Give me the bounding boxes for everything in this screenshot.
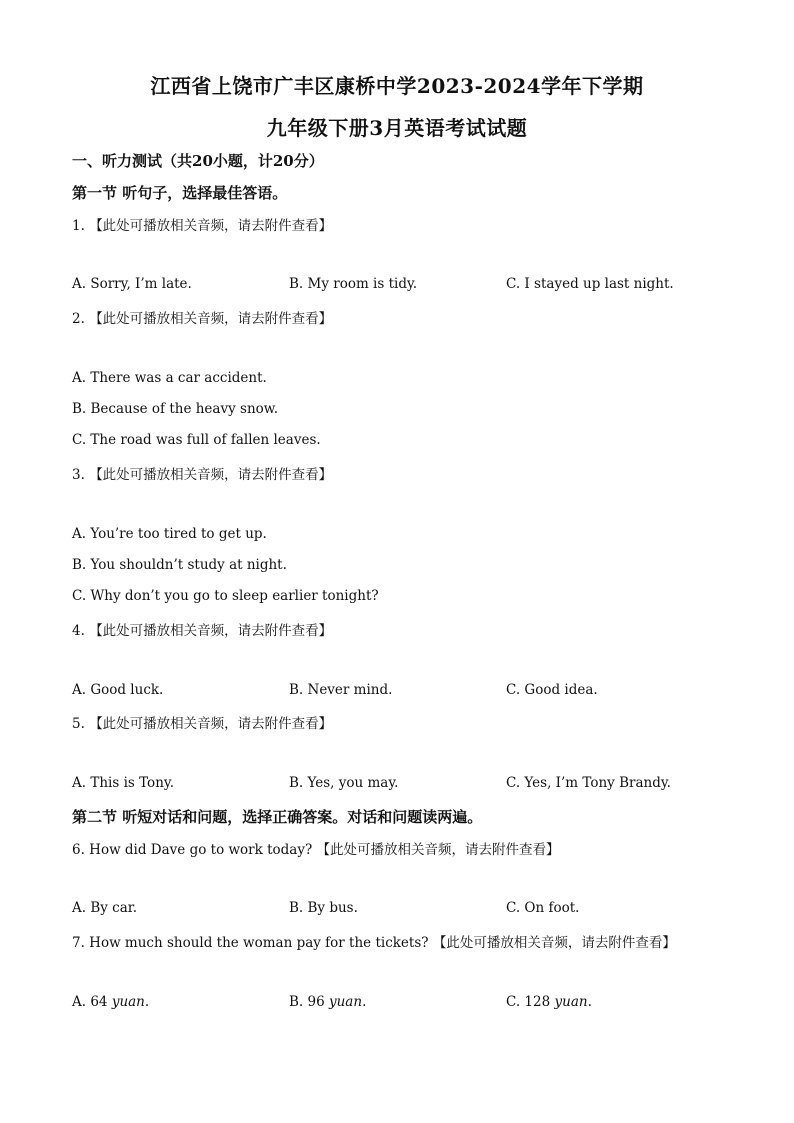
q5-option-b: B. Yes, you may.: [289, 775, 399, 791]
audio-note[interactable]: 【此处可播放相关音频，请去附件查看】: [89, 467, 333, 483]
audio-note[interactable]: 【此处可播放相关音频，请去附件查看】: [89, 218, 333, 234]
question-number: 5.: [72, 716, 85, 732]
audio-note[interactable]: 【此处可播放相关音频，请去附件查看】: [89, 623, 333, 639]
question-number: 4.: [72, 623, 85, 639]
q4-option-c: C. Good idea.: [506, 682, 598, 698]
question-7: [72, 931, 676, 951]
option-unit: yuan: [554, 994, 588, 1010]
option-unit: yuan: [111, 994, 145, 1010]
q4-option-a: A. Good luck.: [72, 682, 164, 698]
exam-title-line1: 江西省上饶市广丰区康桥中学2023-2024学年下学期: [150, 74, 644, 98]
question-number: 3.: [72, 467, 85, 483]
audio-note[interactable]: 【此处可播放相关音频，请去附件查看】: [89, 716, 333, 732]
question-4: [72, 619, 332, 639]
audio-note[interactable]: 【此处可播放相关音频，请去附件查看】: [89, 311, 333, 327]
q1-option-c: C. I stayed up last night.: [506, 276, 674, 292]
question-3: [72, 463, 332, 483]
q3-option-c: C. Why don’t you go to sleep earlier tonight?: [72, 588, 379, 604]
option-value: C. 128: [506, 994, 551, 1010]
option-suffix: .: [587, 994, 592, 1010]
question-5: [72, 712, 332, 732]
q2-option-a: A. There was a car accident.: [72, 370, 267, 386]
option-value: B. 96: [289, 994, 325, 1010]
question-2: [72, 307, 332, 327]
q1-option-a: A. Sorry, I’m late.: [72, 276, 192, 292]
question-number: 1.: [72, 218, 85, 234]
q1-option-b: B. My room is tidy.: [289, 276, 418, 292]
q7-option-a: [72, 994, 149, 1010]
q7-option-c: [506, 994, 592, 1010]
q5-option-c: C. Yes, I’m Tony Brandy.: [506, 775, 671, 791]
q6-option-b: B. By bus.: [289, 900, 358, 916]
q4-option-b: B. Never mind.: [289, 682, 393, 698]
audio-note[interactable]: 【此处可播放相关音频，请去附件查看】: [316, 842, 560, 858]
audio-note[interactable]: 【此处可播放相关音频，请去附件查看】: [432, 935, 676, 951]
exam-title-line2: 九年级下册3月英语考试试题: [266, 116, 528, 140]
q5-option-a: A. This is Tony.: [72, 775, 175, 791]
q2-option-c: C. The road was full of fallen leaves.: [72, 432, 321, 448]
q6-option-c: C. On foot.: [506, 900, 580, 916]
option-unit: yuan: [328, 994, 363, 1010]
part1-heading: 第一节 听句子，选择最佳答语。: [72, 184, 288, 202]
option-value: A. 64: [72, 994, 108, 1010]
question-6: [72, 838, 560, 858]
part2-heading: 第二节 听短对话和问题，选择正确答案。对话和问题读两遍。: [72, 808, 483, 826]
q3-option-b: B. You shouldn’t study at night.: [72, 557, 287, 573]
section1-heading: 一、听力测试（共20小题，计20分）: [72, 152, 324, 170]
question-number: 2.: [72, 311, 85, 327]
q2-option-b: B. Because of the heavy snow.: [72, 401, 279, 417]
q6-option-a: A. By car.: [72, 900, 138, 916]
question-1: [72, 214, 332, 234]
question-text: 6. How did Dave go to work today?: [72, 842, 313, 858]
option-suffix: .: [362, 994, 367, 1010]
q3-option-a: A. You’re too tired to get up.: [72, 526, 267, 542]
option-suffix: .: [144, 994, 150, 1010]
question-text: 7. How much should the woman pay for the tickets?: [72, 935, 429, 951]
q7-option-b: [289, 994, 366, 1010]
